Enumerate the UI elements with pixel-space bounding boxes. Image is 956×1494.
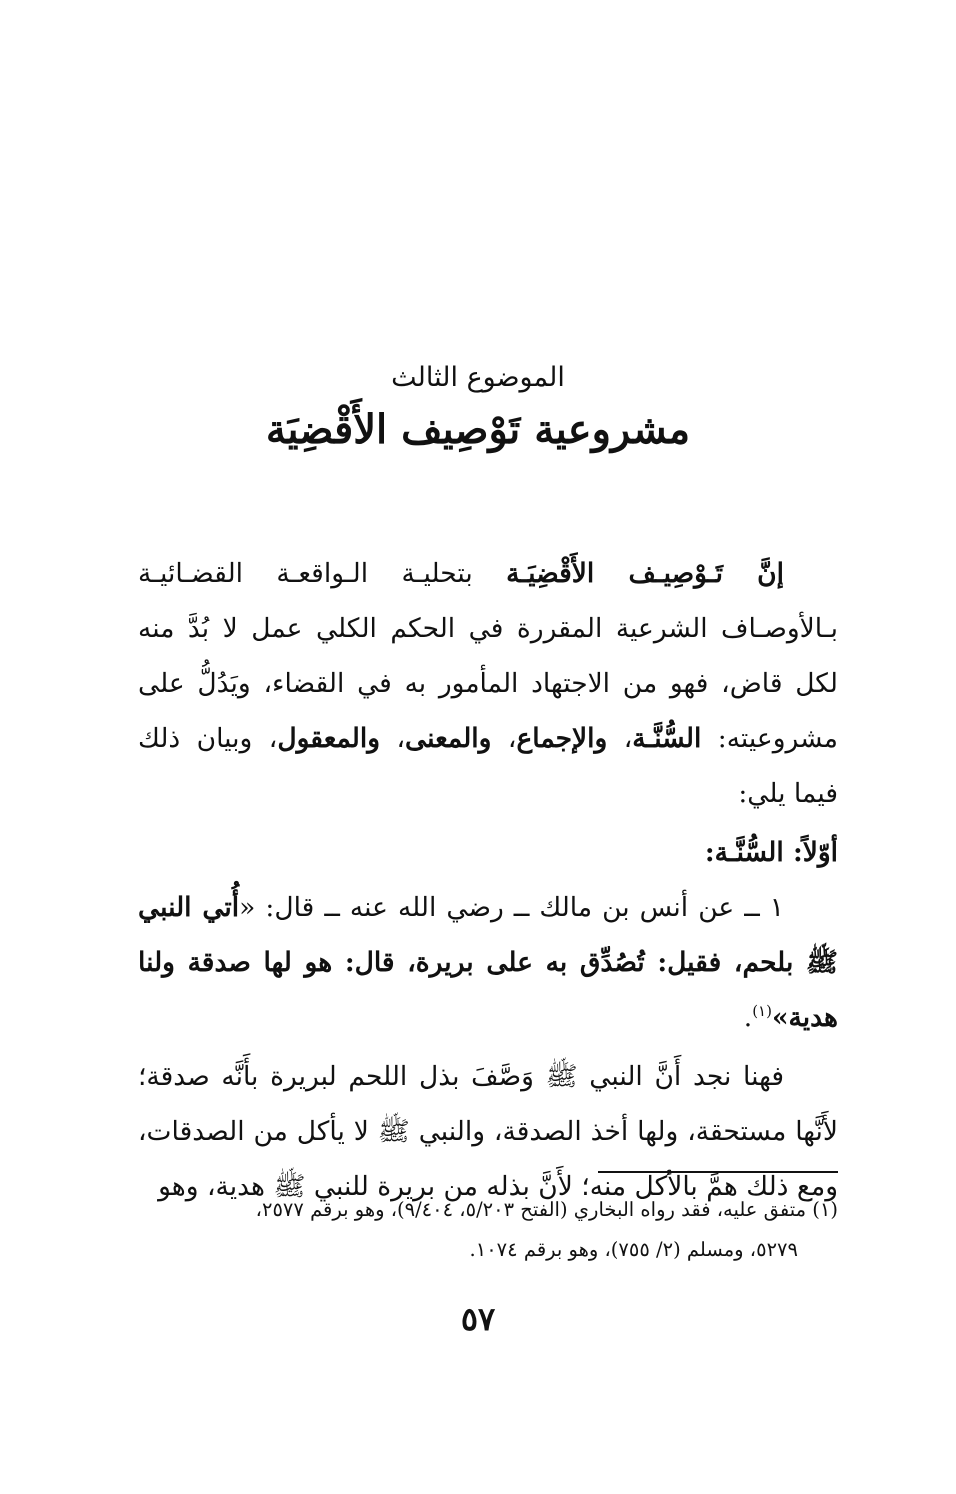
evidence-ijma: والإجماع [516,723,608,754]
hadith-intro: ١ ــ عن أنس بن مالك ــ رضي الله عنه ــ قال: « [239,892,784,923]
footnote [138,1190,838,1270]
intro-paragraph [138,546,838,821]
period: . [743,1002,753,1033]
separator: ، [607,723,633,754]
chapter-heading [0,358,956,458]
footnote-line-1: (١) متفق عليه، فقد رواه البخاري (الفتح ٥/٢٠٣، ٩/٤٠٤)، وهو برقم ٢٥٧٧، [255,1198,838,1221]
hadith-paragraph [138,880,838,1045]
evidence-sunna: السُّنَّـة [632,723,702,754]
topic-subtitle: الموضوع الثالث [391,362,565,393]
lead-term: إنَّ تَـوْصِيـف الأَقْضِيَـة [506,558,785,589]
evidence-maqul: والمعقول [277,723,381,754]
evidence-mana: والمعنى [405,723,492,754]
footnote-ref: (١) [752,1002,772,1021]
commentary-paragraph: فهنا نجد أَنَّ النبي ﷺ وَصَّفَ بذل اللحم لبريرة بأَنَّه صدقة؛ لأَنَّها مستحقة، ولها أخذ الصدقة، والنبي ﷺ لا يأكل من الصدقات، ومع ذلك همَّ بالأكل منه؛ لأَنَّ بذله من بريرة للنبي ﷺ هدية، وهو [138,1061,838,1202]
main-text [138,546,838,1214]
hadith-text: أُتي النبي ﷺ بلحم، فقيل: تُصُدِّق به على بريرة، قال: هو لها صدقة ولنا هدية» [138,892,838,1033]
footnote-line-2: ٥٢٧٩، ومسلم (٢/ ٧٥٥)، وهو برقم ١٠٧٤. [469,1238,798,1261]
intro-text: بتحليـة الـواقعـة القضـائيـة بـالأوصـاف الشرعية المقررة في الحكم الكلي عمل لا بُدَّ منه لكل قاض، فهو من الاجتهاد المأمور به في القضاء، ويَدُلُّ على مشروعيته: [138,558,838,754]
topic-title: مشروعية تَوْصِيف الأَقْضِيَة [265,406,691,453]
footnote-divider [598,1171,838,1173]
intro-tail: ، وبيان ذلك فيما يلي: [138,723,838,809]
page-number: ٥٧ [460,1300,496,1338]
separator: ، [380,723,406,754]
separator: ، [491,723,517,754]
section-heading-sunna: أوّلاً: السُّنَّـة: [704,837,838,868]
